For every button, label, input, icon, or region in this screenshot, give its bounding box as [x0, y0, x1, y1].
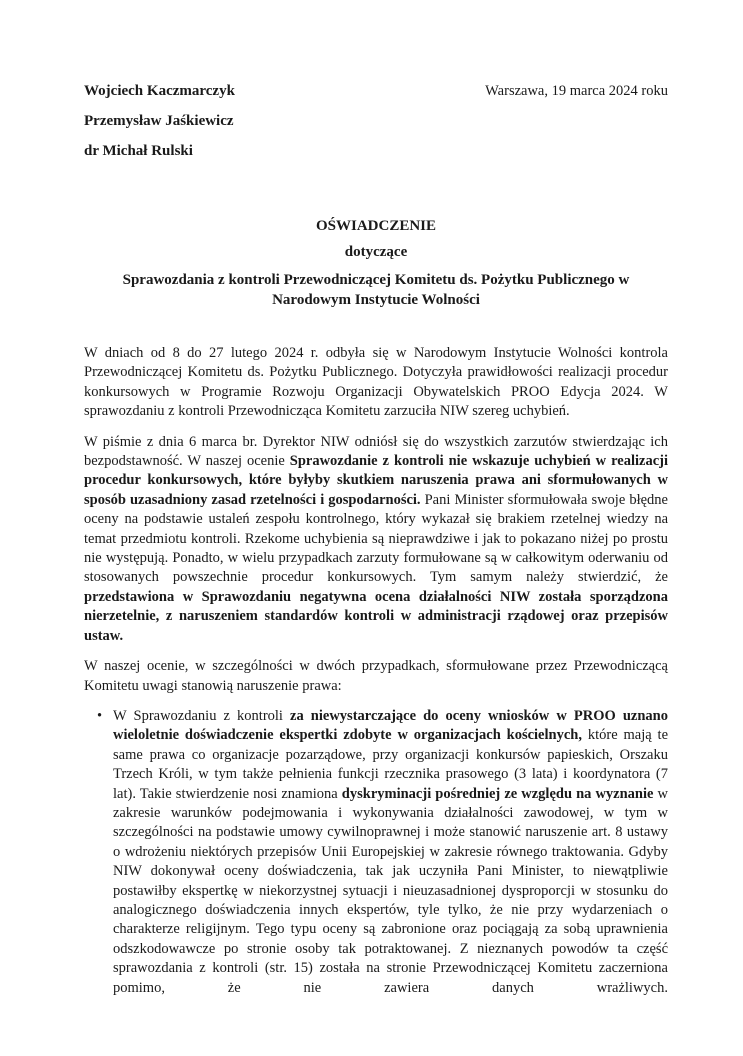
- paragraph: [84, 433, 668, 646]
- document-title-connector: dotyczące: [344, 244, 408, 260]
- document-body: [84, 344, 668, 998]
- text-run: w zakresie warunków podejmowania i wykonywania działalności zawodowej, w tym w szczególności na podstawie umowy cywilnoprawnej i może stanowić naruszenie art. 8 ustawy o wdrożeniu niektórych przepisów Unii Europejskiej w zakresie równego traktowania. Gdyby NIW dokonywał oceny doświadczenia, tak jak uczyniła Pani Minister, to niewątpliwie postawiłby ekspertkę w niekorzystnej sytuacji i nieuzasadnionej dysproporcji w stosunku do analogicznego doświadczenia innych ekspertów, tyle tylko, że nie przy wydarzeniach o charakterze religijnym. Tego typu oceny są zabronione oraz pociągają za sobą uprawnienia odszkodowawcze po stronie osoby tak potraktowanej. Z nieznanych powodów ta część sprawozdania z kontroli (str. 15) została na stronie Przewodniczącej Komitetu zaczerniona pomimo, że nie zawiera danych wrażliwych.: [113, 785, 668, 996]
- text-run: W piśmie z dnia 6 marca br. Dyrektor NIW odniósł się do wszystkich zarzutów stwierdzając ich bezpodstawność. W naszej ocenie: [84, 433, 668, 470]
- bullet-item: [84, 707, 668, 998]
- document-subject: Sprawozdania z kontroli Przewodniczącej Komitetu ds. Pożytku Publicznego w Narodowym Instytucie Wolności: [122, 272, 630, 308]
- text-run: Pani Minister sformułowała swoje błędne oceny na podstawie ustaleń zespołu kontrolnego, który wykazał się brakiem rzetelnej wiedzy na temat przedmiotu kontroli. Rzekome uchybienia są nieprawdziwe i jak to pokazano niżej po prostu nie występują. Ponadto, w wielu przypadkach zarzuty formułowane są w całkowitym oderwaniu od stosowanych powszechnie procedur konkursowych. Tym samym należy stwierdzić, że: [84, 491, 668, 586]
- paragraph: [84, 344, 668, 422]
- author-name: Wojciech Kaczmarczyk: [84, 83, 235, 99]
- author-name: Przemysław Jaśkiewicz: [84, 113, 234, 129]
- paragraph: [84, 657, 668, 696]
- text-run-bold: dyskryminacji pośredniej ze względu na wyznanie: [341, 785, 654, 802]
- author-name: dr Michał Rulski: [84, 143, 193, 159]
- document-title: OŚWIADCZENIE: [315, 218, 437, 234]
- bullet-icon: •: [97, 707, 103, 724]
- text-run-bold: za niewystarczające do oceny wniosków w PROO uznano wieloletnie doświadczenie ekspertki zdobyte w organizacjach kościelnych,: [113, 707, 668, 744]
- text-run-bold: Sprawozdanie z kontroli nie wskazuje uchybień w realizacji procedur konkursowych, które byłyby skutkiem naruszenia prawa ani sformułowanych w sposób uzasadniony zasad rzetelności i gospodarności.: [84, 453, 668, 508]
- author-list: [84, 76, 235, 166]
- text-run: które mają te same prawa co organizacje pozarządowe, przy organizacji konkursów papieskich, Orszaku Trzech Króli, w tym także pełnienia funkcji rzecznika prasowego (3 lata) i koordynatora (7 lat). Takie stwierdzenie nosi znamiona: [113, 727, 669, 802]
- title-block: [84, 218, 668, 310]
- dateline: Warszawa, 19 marca 2024 roku: [485, 83, 668, 99]
- text-run-bold: przedstawiona w Sprawozdaniu negatywna ocena działalności NIW została sporządzona nierzetelnie, z naruszeniem standardów kontroli w administracji rządowej oraz przepisów ustaw.: [84, 588, 668, 644]
- text-run: W Sprawozdaniu z kontroli: [113, 707, 291, 724]
- bullet-text: [113, 707, 668, 998]
- text-run: W naszej ocenie, w szczególności w dwóch przypadkach, sformułowane przez Przewodniczącą Komitetu uwagi stanowią naruszenie prawa:: [84, 658, 668, 694]
- text-run: W dniach od 8 do 27 lutego 2024 r. odbyła się w Narodowym Instytucie Wolności kontrola Przewodniczącej Komitetu ds. Pożytku Publicznego. Dotyczyła prawidłowości realizacji procedur konkursowych w Programie Rozwoju Organizacji Obywatelskich PROO Edycja 2024. W sprawozdaniu z kontroli Przewodnicząca Komitetu zarzuciła NIW szereg uchybień.: [84, 345, 668, 420]
- document-header: [84, 76, 668, 166]
